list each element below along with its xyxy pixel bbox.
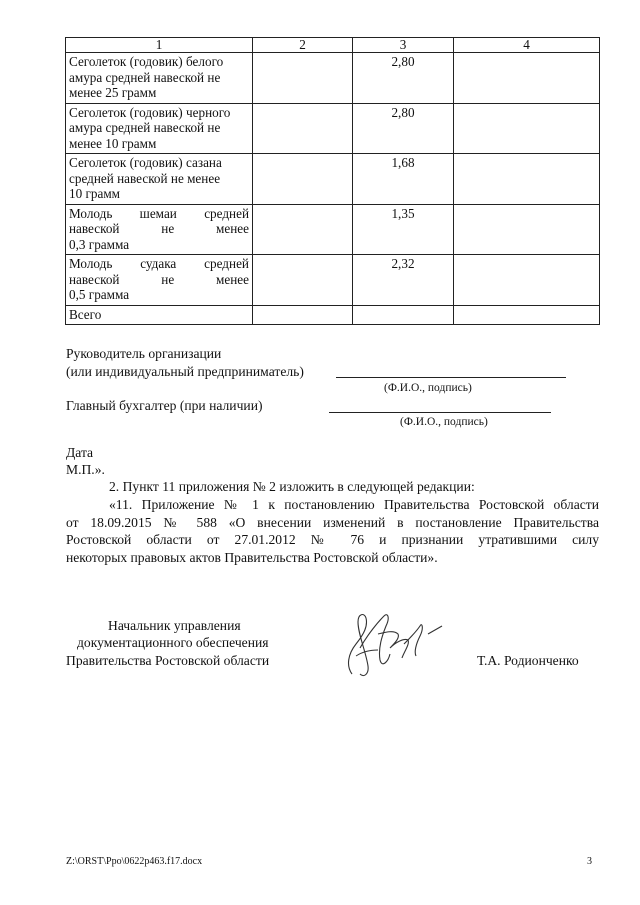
- amendment-text: [66, 496, 599, 566]
- row-name-cell: [66, 204, 253, 255]
- row-name-line: 10 грамм: [69, 186, 121, 201]
- table-row: [66, 154, 600, 205]
- head-caption: (Ф.И.О., подпись): [384, 382, 472, 394]
- row-name-cell: [66, 154, 253, 205]
- table-header-cell: 2: [253, 38, 353, 53]
- row-name-line: Сеголеток (годовик) белого: [69, 54, 224, 69]
- table-header-cell: 4: [454, 38, 600, 53]
- amendment-line: от 18.09.2015 № 588 «О внесении изменений в постановление Правительства: [66, 514, 599, 530]
- row-name-cell: [66, 255, 253, 306]
- head-label-line1: Руководитель организации: [66, 346, 222, 361]
- row-col4-cell: [454, 154, 600, 205]
- amendment-line: Ростовской области от 27.01.2012 № 76 и признании утратившими силу: [66, 532, 599, 547]
- row-col4-cell: [454, 305, 600, 325]
- footer-file-path: Z:\ORST\Ppo\0622p463.f17.docx: [66, 856, 203, 867]
- row-name-line: Сеголеток (годовик) сазана: [69, 155, 222, 170]
- accountant-label: Главный бухгалтер (при наличии): [66, 398, 263, 413]
- table-header-cell: 3: [353, 38, 454, 53]
- row-name-line: навеской не менее: [69, 221, 249, 236]
- table-row: [66, 103, 600, 154]
- row-col2-cell: [253, 305, 353, 325]
- date-label: Дата: [66, 445, 94, 460]
- accountant-signature-line[interactable]: [329, 412, 551, 413]
- table-header-cell: 1: [66, 38, 253, 53]
- table-row-total: [66, 305, 600, 325]
- row-name-line: менее 25 грамм: [69, 85, 157, 100]
- row-col2-cell: [253, 154, 353, 205]
- row-col3-cell: 2,32: [353, 255, 454, 306]
- signer-title-line: Начальник управления: [108, 618, 241, 633]
- head-signature-line[interactable]: [336, 377, 566, 378]
- row-col4-cell: [454, 204, 600, 255]
- head-label-line2: (или индивидуальный предприниматель): [66, 364, 304, 379]
- row-col3-cell: 2,80: [353, 103, 454, 154]
- row-name-line: амура средней навеской не: [69, 120, 221, 135]
- signer-title-line: Правительства Ростовской области: [66, 653, 270, 668]
- amendment-line: некоторых правовых актов Правительства Ростовской области».: [66, 549, 438, 565]
- row-name-line: Сеголеток (годовик) черного: [69, 104, 231, 120]
- row-name-line: Всего: [69, 306, 102, 322]
- row-col2-cell: [253, 53, 353, 104]
- row-name-line: амура средней навеской не: [69, 69, 221, 85]
- row-name-line: навеской не менее: [69, 271, 249, 287]
- row-col3-cell: 1,68: [353, 154, 454, 205]
- footer-page-number: 3: [587, 856, 592, 867]
- row-name-cell: [66, 103, 253, 154]
- handwritten-signature-icon: [338, 604, 458, 684]
- row-name-cell: [66, 305, 253, 325]
- row-name-line: 0,3 грамма: [69, 236, 130, 252]
- row-name-line: Молодь судака средней: [69, 256, 249, 271]
- row-name-line: Молодь шемаи средней: [69, 205, 249, 221]
- signer-title-line: документационного обеспечения: [77, 635, 269, 650]
- norms-table: [65, 37, 600, 325]
- amendment-line: «11. Приложение № 1 к постановлению Правительства Ростовской области: [109, 497, 599, 512]
- row-col3-cell: 2,80: [353, 53, 454, 104]
- row-name-line: менее 10 грамм: [69, 135, 157, 151]
- signer-name: Т.А. Родионченко: [477, 653, 579, 668]
- row-col2-cell: [253, 255, 353, 306]
- table-header-row: [66, 38, 600, 53]
- row-col3-cell: [353, 305, 454, 325]
- row-col3-cell: 1,35: [353, 204, 454, 255]
- row-name-line: 0,5 грамма: [69, 287, 130, 302]
- accountant-caption: (Ф.И.О., подпись): [400, 416, 488, 428]
- row-col4-cell: [454, 53, 600, 104]
- table-row: [66, 255, 600, 306]
- amendment-item: 2. Пункт 11 приложения № 2 изложить в следующей редакции:: [109, 479, 475, 494]
- row-col4-cell: [454, 103, 600, 154]
- row-name-line: средней навеской не менее: [69, 170, 221, 186]
- row-col2-cell: [253, 103, 353, 154]
- stamp-label: М.П.».: [66, 462, 105, 477]
- table-row: [66, 204, 600, 255]
- row-name-cell: [66, 53, 253, 104]
- row-col4-cell: [454, 255, 600, 306]
- table-row: [66, 53, 600, 104]
- row-col2-cell: [253, 204, 353, 255]
